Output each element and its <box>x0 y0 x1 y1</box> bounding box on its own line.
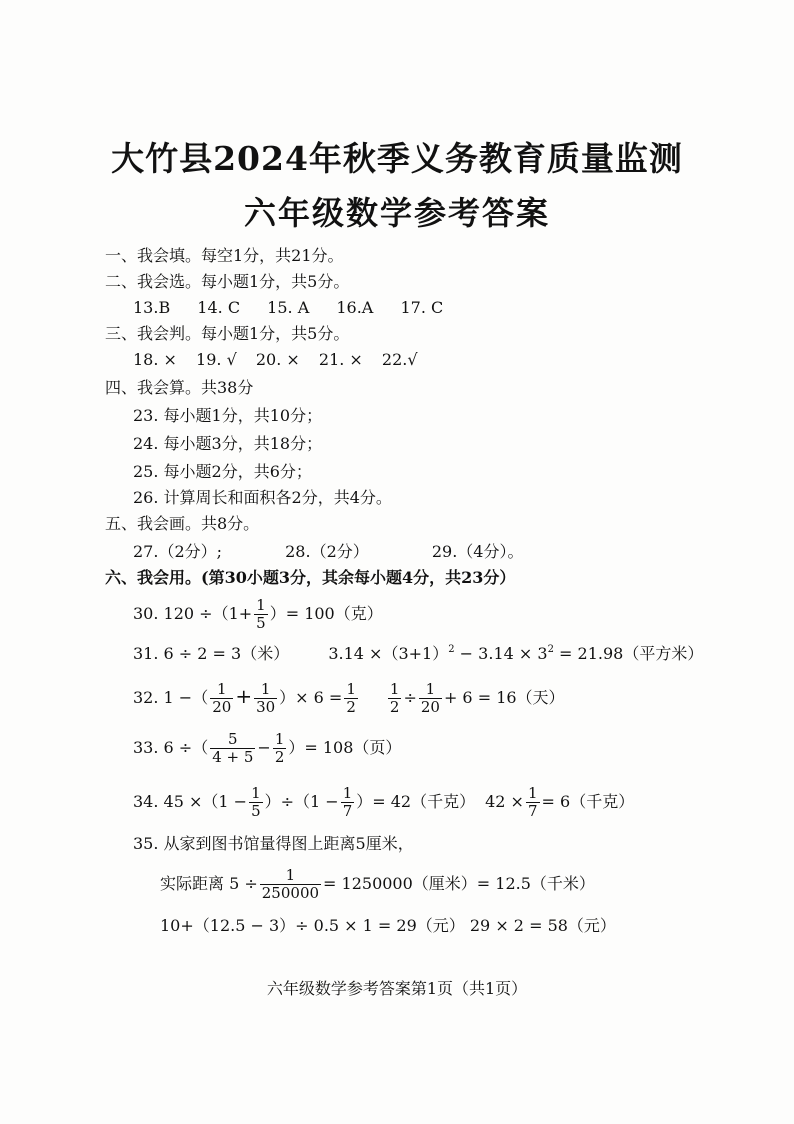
section-3-header: 三、我会判。每小题1分，共5分。 <box>105 324 350 343</box>
q34-part-e: = 6（千克） <box>541 792 635 811</box>
section-4-item-25: 25. 每小题2分，共6分； <box>133 462 312 481</box>
item-27: 27.（2分）; <box>133 542 223 561</box>
answer-18: 18. × <box>133 350 177 369</box>
q32-fraction-3: $\frac{1}{2}$ <box>346 680 356 716</box>
q30-part-a: 30. 120 ÷（1+ <box>133 604 253 623</box>
q31-part-b1: 3.14 ×（3+1） <box>328 644 449 663</box>
q34-part-a: 34. 45 ×（1 − <box>133 792 248 811</box>
q33-part-b: ）= 108（页） <box>288 738 402 757</box>
question-32 <box>133 676 565 718</box>
answer-17: 17. C <box>400 298 444 317</box>
question-34 <box>133 782 634 822</box>
q32-fraction-1: $\frac{1}{20}$ <box>212 680 232 716</box>
q31-exponent-1: 2 <box>448 644 455 655</box>
q33-fraction-1: $\frac{5}{4 + 5}$ <box>212 730 254 766</box>
q32-plus: + <box>235 684 253 708</box>
q34-fraction-1: $\frac{1}{5}$ <box>251 784 261 820</box>
answer-15: 15. A <box>267 298 310 317</box>
answer-20: 20. × <box>255 350 300 369</box>
q34-part-c: ）= 42（千克） <box>356 792 476 811</box>
q31-part-b2: − 3.14 × 3 <box>454 644 548 663</box>
item-29: 29.（4分）。 <box>431 542 524 561</box>
q34-part-d: 42 × <box>485 792 524 811</box>
q33-fraction-2: $\frac{1}{2}$ <box>274 730 285 766</box>
answer-19: 19. √ <box>196 350 237 369</box>
item-28: 28.（2分） <box>285 542 369 561</box>
q33-part-a: 33. 6 ÷（ <box>133 738 209 757</box>
q32-part-c: + 6 = 16（天） <box>443 688 565 707</box>
q35-part-a: 实际距离 5 ÷ <box>160 874 258 893</box>
q34-fraction-3: $\frac{1}{7}$ <box>527 784 538 820</box>
page-footer: 六年级数学参考答案第1页（共1页） <box>266 979 528 998</box>
q35-part-b: = 1250000（厘米）= 12.5（千米） <box>323 874 595 893</box>
question-35-line-2 <box>160 864 595 904</box>
question-30 <box>133 596 383 632</box>
q31-part-b3: = 21.98（平方米） <box>553 644 704 663</box>
answer-13: 13.B <box>133 298 171 317</box>
q31-exponent-2: 2 <box>547 644 554 655</box>
q34-fraction-2: $\frac{1}{7}$ <box>342 784 353 820</box>
q32-part-b: ）× 6 = <box>279 688 343 707</box>
answer-21: 21. × <box>318 350 363 369</box>
document-subtitle: 六年级数学参考答案 <box>243 194 550 232</box>
section-3-answers <box>133 350 418 370</box>
question-33 <box>133 728 401 768</box>
question-35-line-3: 10+（12.5 − 3）÷ 0.5 × 1 = 29（元） 29 × 2 = 58（元） <box>160 916 616 935</box>
section-1-header: 一、我会填。每空1分，共21分。 <box>105 246 344 265</box>
section-4-item-23: 23. 每小题1分，共10分； <box>133 406 323 425</box>
q33-minus: − <box>257 738 271 757</box>
section-4-item-24: 24. 每小题3分，共18分； <box>133 434 323 453</box>
answer-16: 16.A <box>336 298 374 317</box>
q35-fraction: $\frac{1}{250000}$ <box>261 866 320 902</box>
q32-part-a: 32. 1 −（ <box>133 688 209 707</box>
answer-14: 14. C <box>197 298 241 317</box>
section-6-header: 六、我会用。(第30小题3分，其余每小题4分，共23分） <box>105 568 516 587</box>
question-31 <box>133 640 703 664</box>
q30-fraction: $\frac{1}{5}$ <box>256 596 266 632</box>
section-4-item-26: 26. 计算周长和面积各2分，共4分。 <box>133 488 392 507</box>
section-5-items <box>133 542 524 562</box>
section-2-header: 二、我会选。每小题1分，共5分。 <box>105 272 350 291</box>
q34-part-b: ）÷（1 − <box>264 792 339 811</box>
section-2-answers <box>133 298 443 318</box>
document-title: 大竹县2024年秋季义务教育质量监测 <box>111 139 683 178</box>
q31-part-a: 31. 6 ÷ 2 = 3（米） <box>133 644 290 663</box>
section-5-header: 五、我会画。共8分。 <box>105 514 260 533</box>
q30-part-b: ）= 100（克） <box>269 604 383 623</box>
section-4-header: 四、我会算。共38分 <box>105 378 254 397</box>
question-35-line-1: 35. 从家到图书馆量得图上距离5厘米， <box>133 834 414 853</box>
q32-divide: ÷ <box>403 688 417 707</box>
q32-fraction-5: $\frac{1}{20}$ <box>420 680 440 716</box>
q32-fraction-2: $\frac{1}{30}$ <box>256 680 276 716</box>
q32-fraction-4: $\frac{1}{2}$ <box>389 680 400 716</box>
answer-22: 22.√ <box>381 350 418 369</box>
